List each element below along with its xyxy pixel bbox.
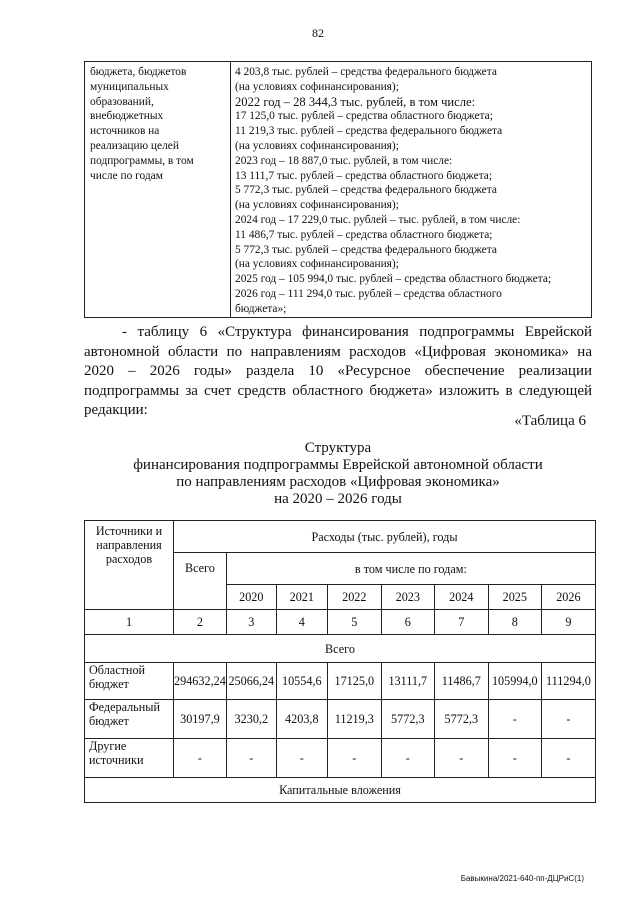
paragraph-line: редакции: (84, 402, 148, 418)
column-number: 6 (381, 610, 434, 635)
detail-line: 11 486,7 тыс. рублей – средства областного бюджета; (235, 228, 493, 241)
detail-line: бюджета»; (235, 302, 287, 315)
detail-line: 4 203,8 тыс. рублей – средства федерального бюджета (235, 66, 497, 78)
header-by-years: в том числе по годам: (226, 553, 595, 585)
header-year: 2020 (226, 585, 276, 610)
header-year: 2023 (381, 585, 434, 610)
row-name: Областной бюджет (85, 663, 174, 700)
header-year: 2022 (327, 585, 381, 610)
detail-line: (на условиях софинансирования); (235, 80, 399, 93)
section-capital-label: Капитальные вложения (85, 778, 596, 803)
header-year: 2026 (541, 585, 595, 610)
row-value: 5772,3 (381, 700, 434, 739)
document-footer: Бавыкина/2021-640-пп-ДЦРиС(1) (460, 874, 584, 883)
column-number: 8 (488, 610, 541, 635)
funding-structure-table (84, 520, 596, 803)
row-value: - (488, 700, 541, 739)
row-name: Другие источники (85, 739, 174, 778)
row-value: 11486,7 (434, 663, 488, 700)
label-line: числе по годам (90, 169, 163, 182)
label-line: муниципальных (90, 80, 169, 93)
row-value: 11219,3 (327, 700, 381, 739)
funding-source-label-cell (85, 62, 231, 318)
row-value: 25066,24 (226, 663, 276, 700)
row-total: - (174, 739, 227, 778)
paragraph-line: - таблицу 6 «Структура финансирования подпрограммы Еврейской (122, 324, 592, 340)
label-line: подпрограммы, в том (90, 154, 194, 167)
detail-line: 17 125,0 тыс. рублей – средства областного бюджета; (235, 110, 493, 123)
section-total-label: Всего (85, 635, 596, 663)
column-number: 3 (226, 610, 276, 635)
row-value: - (226, 739, 276, 778)
row-value: - (381, 739, 434, 778)
detail-line-year-2026: 2026 год – 111 294,0 тыс. рублей – средства областного (235, 287, 502, 300)
detail-line: (на условиях софинансирования); (235, 199, 399, 212)
header-total: Всего (174, 553, 227, 610)
page-number: 82 (312, 26, 324, 40)
label-line: внебюджетных (90, 110, 164, 123)
detail-line: 13 111,7 тыс. рублей – средства областного бюджета; (235, 169, 493, 182)
row-value: - (541, 700, 595, 739)
label-line: источников на (90, 125, 160, 138)
funding-volume-table (84, 61, 592, 318)
header-expenses: Расходы (тыс. рублей), годы (174, 521, 596, 553)
column-number: 2 (174, 610, 227, 635)
header-year: 2021 (276, 585, 327, 610)
header-sources: Источники и направления расходов (85, 521, 174, 610)
row-value: 105994,0 (488, 663, 541, 700)
heading-line: Структура (304, 440, 372, 456)
header-year: 2024 (434, 585, 488, 610)
detail-line-year-2025: 2025 год – 105 994,0 тыс. рублей – средства областного бюджета; (235, 273, 552, 286)
row-total: 294632,24 (174, 663, 227, 700)
row-value: 17125,0 (327, 663, 381, 700)
table-label: «Таблица 6 (514, 413, 586, 429)
label-line: образований, (90, 95, 154, 108)
row-value: - (327, 739, 381, 778)
row-value: 4203,8 (276, 700, 327, 739)
row-total: 30197,9 (174, 700, 227, 739)
heading-line: финансирования подпрограммы Еврейской автономной области (133, 457, 543, 473)
paragraph-line: автономной области по направлениям расходов «Цифровая экономика» на (84, 343, 592, 360)
row-value: 10554,6 (276, 663, 327, 700)
detail-line-year-2023: 2023 год – 18 887,0 тыс. рублей, в том числе: (235, 154, 453, 167)
header-year: 2025 (488, 585, 541, 610)
row-value: - (434, 739, 488, 778)
row-value: 13111,7 (381, 663, 434, 700)
detail-line-year-2024: 2024 год – 17 229,0 тыс. рублей – тыс. рублей, в том числе: (235, 213, 521, 226)
table-heading (84, 440, 592, 508)
column-number: 7 (434, 610, 488, 635)
row-value: 111294,0 (541, 663, 595, 700)
column-number: 9 (541, 610, 595, 635)
detail-line: 11 219,3 тыс. рублей – средства федерального бюджета (235, 125, 503, 138)
funding-details-cell (231, 62, 592, 318)
row-value: - (541, 739, 595, 778)
detail-line: (на условиях софинансирования); (235, 258, 399, 271)
row-value: - (488, 739, 541, 778)
row-value: 3230,2 (226, 700, 276, 739)
paragraph-line: подпрограммы за счет средств областного бюджета» изложить в следующей (84, 382, 592, 399)
heading-line: на 2020 – 2026 годы (274, 491, 402, 507)
label-line: бюджета, бюджетов (90, 66, 187, 78)
detail-line-year-2022: 2022 год – 28 344,3 тыс. рублей, в том числе: (235, 94, 476, 109)
table-row (85, 739, 596, 778)
detail-line: 5 772,3 тыс. рублей – средства федерального бюджета (235, 243, 497, 256)
row-value: - (276, 739, 327, 778)
row-value: 5772,3 (434, 700, 488, 739)
heading-line: по направлениям расходов «Цифровая экономика» (176, 474, 500, 490)
label-line: реализацию целей (90, 139, 179, 152)
amendment-paragraph (84, 323, 592, 421)
column-number: 5 (327, 610, 381, 635)
column-number: 4 (276, 610, 327, 635)
paragraph-line: 2020 – 2026 годы» раздела 10 «Ресурсное обеспечение реализации (84, 363, 592, 379)
table-row (85, 663, 596, 700)
table-row (85, 700, 596, 739)
detail-line: 5 772,3 тыс. рублей – средства федерального бюджета (235, 184, 497, 197)
row-name: Федеральный бюджет (85, 700, 174, 739)
detail-line: (на условиях софинансирования); (235, 139, 399, 152)
column-number: 1 (85, 610, 174, 635)
